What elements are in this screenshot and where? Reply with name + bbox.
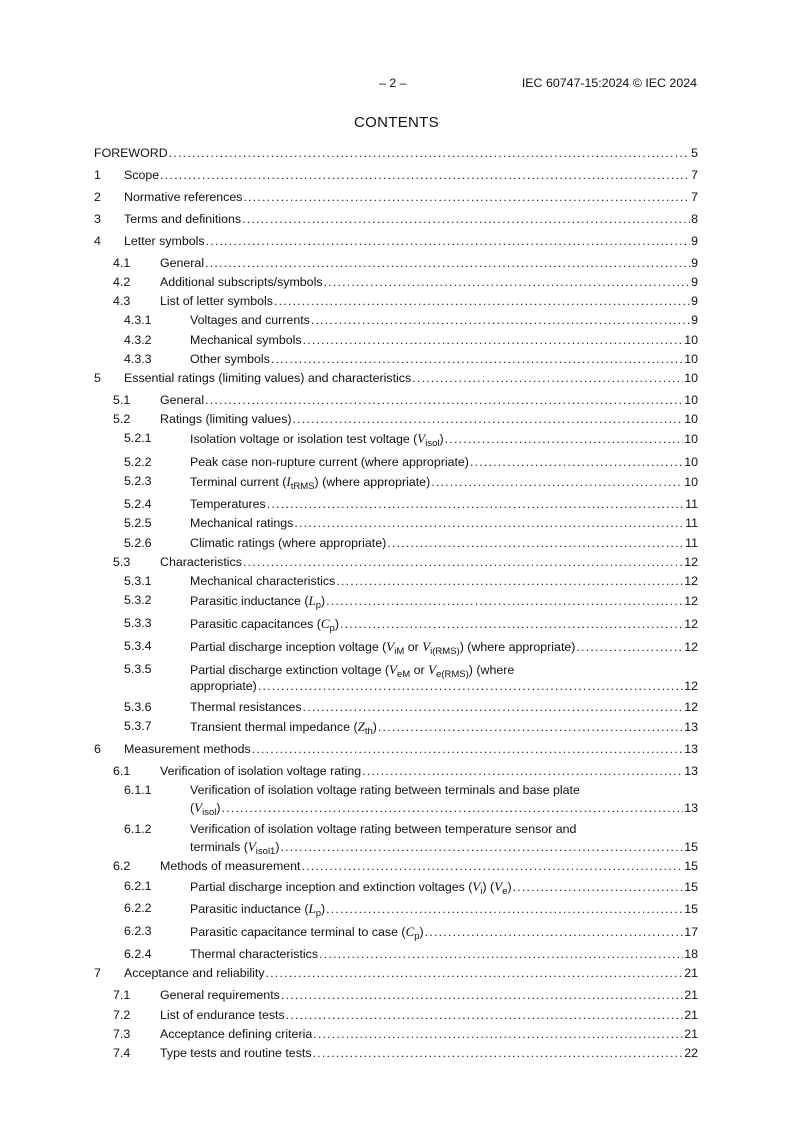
- dot-leader: [205, 256, 690, 271]
- toc-entry-page: 5: [691, 146, 698, 160]
- toc-entry-title: Mechanical characteristics: [190, 574, 336, 588]
- toc-entry-number: 6.2.3: [124, 924, 152, 938]
- toc-entry-number: 4.3: [113, 294, 131, 308]
- toc-entry-title: Measurement methods: [124, 742, 251, 756]
- dot-leader: [169, 146, 690, 161]
- toc-entry-title: Climatic ratings (where appropriate): [190, 536, 387, 550]
- toc-entry-number: 1: [94, 168, 101, 182]
- toc-entry-title: Mechanical symbols: [190, 333, 302, 347]
- toc-entry-title: Thermal characteristics: [190, 947, 319, 961]
- toc-entry-title: FOREWORD: [94, 146, 168, 160]
- toc-entry-number: 6.2: [113, 859, 131, 873]
- toc-entry-title: Normative references: [124, 190, 243, 204]
- toc-entry-title: General: [160, 256, 205, 270]
- toc-entry-page: 12: [684, 640, 698, 654]
- toc-entry-number: 5.3.2: [124, 593, 152, 607]
- dot-leader: [431, 475, 683, 490]
- toc-entry-number: 7.4: [113, 1046, 131, 1060]
- toc-entry-page: 21: [684, 1008, 698, 1022]
- toc-entry-page: 13: [684, 801, 698, 815]
- toc-entry-title: Additional subscripts/symbols: [160, 275, 323, 289]
- dot-leader: [242, 212, 690, 227]
- dot-leader: [294, 516, 684, 531]
- dot-leader: [267, 497, 684, 512]
- toc-entry-number: 6: [94, 742, 101, 756]
- toc-entry-number: 4.2: [113, 275, 131, 289]
- toc-entry-page: 11: [685, 516, 698, 530]
- toc-entry-number: 5.3.3: [124, 616, 152, 630]
- toc-entry-page: 9: [691, 256, 698, 270]
- toc-entry-number: 7.2: [113, 1008, 131, 1022]
- dot-leader: [313, 1027, 683, 1042]
- dot-leader: [274, 294, 690, 309]
- toc-entry-number: 5.3.4: [124, 639, 152, 653]
- toc-entry-page: 11: [685, 497, 698, 511]
- dot-leader: [340, 617, 683, 632]
- toc-entry-page: 12: [684, 700, 698, 714]
- dot-leader: [470, 455, 683, 470]
- toc-entry-title-continued: terminals $(V_{isol1})$: [190, 839, 280, 857]
- toc-entry-number: 5.3.6: [124, 700, 152, 714]
- toc-entry-title: List of letter symbols: [160, 294, 273, 308]
- toc-entry-page: 9: [691, 294, 698, 308]
- toc-entry-page: 9: [691, 275, 698, 289]
- toc-entry-page: 13: [684, 720, 698, 734]
- toc-entry-number: 6.2.4: [124, 947, 152, 961]
- toc-entry-page: 21: [684, 1027, 698, 1041]
- dot-leader: [303, 333, 684, 348]
- toc-entry-title: Voltages and currents: [190, 313, 310, 327]
- toc-entry-page: 12: [684, 679, 698, 693]
- toc-entry-number: 5.3: [113, 555, 131, 569]
- toc-entry-page: 10: [684, 412, 698, 426]
- toc-entry-page: 8: [691, 212, 698, 226]
- toc-entry-number: 3: [94, 212, 101, 226]
- toc-entry-page: 12: [684, 617, 698, 631]
- toc-entry-title: List of endurance tests: [160, 1008, 285, 1022]
- dot-leader: [324, 275, 691, 290]
- toc-entry-number: 5.2.5: [124, 516, 152, 530]
- dot-leader: [243, 190, 690, 205]
- toc-entry-title: Verification of isolation voltage rating between temperature sensor and: [190, 822, 577, 836]
- toc-entry-title: Terms and definitions: [124, 212, 242, 226]
- toc-entry-title: Partial discharge inception and extinction voltages $(V_i)$ $(V_e)$: [190, 879, 512, 897]
- standard-reference: IEC 60747-15:2024 © IEC 2024: [521, 76, 697, 90]
- dot-leader: [271, 352, 683, 367]
- toc-entry-title: Isolation voltage or isolation test voltage $(V_{isol})$: [190, 431, 444, 449]
- toc-entry-title: Temperatures: [190, 497, 266, 511]
- toc-entry-title: Acceptance defining criteria: [160, 1027, 313, 1041]
- dot-leader: [206, 234, 691, 249]
- dot-leader: [243, 555, 683, 570]
- dot-leader: [412, 371, 683, 386]
- dot-leader: [319, 947, 683, 962]
- toc-entry-title: Letter symbols: [124, 234, 205, 248]
- dot-leader: [387, 536, 684, 551]
- dot-leader: [445, 432, 684, 447]
- toc-entry-page: 10: [684, 393, 698, 407]
- toc-entry-page: 10: [684, 352, 698, 366]
- dot-leader: [252, 742, 683, 757]
- toc-entry-page: 13: [684, 742, 698, 756]
- dot-leader: [576, 640, 683, 655]
- toc-entry-title: Verification of isolation voltage rating between terminals and base plate: [190, 783, 580, 797]
- dot-leader: [205, 393, 683, 408]
- toc-entry-page: 10: [684, 432, 698, 446]
- toc-entry-number: 5.2.4: [124, 497, 152, 511]
- toc-entry-title: Characteristics: [160, 555, 242, 569]
- toc-entry-number: 6.1.2: [124, 822, 152, 836]
- toc-entry-page: 11: [685, 536, 698, 550]
- toc-entry-page: 9: [691, 234, 698, 248]
- toc-entry-number: 6.1: [113, 764, 131, 778]
- dot-leader: [266, 966, 684, 981]
- toc-entry-number: 6.2.2: [124, 901, 152, 915]
- dot-leader: [222, 801, 684, 816]
- toc-entry-page: 9: [691, 313, 698, 327]
- toc-entry-number: 5.2.2: [124, 455, 152, 469]
- toc-entry-number: 6.2.1: [124, 879, 152, 893]
- dot-leader: [281, 988, 683, 1003]
- toc-entry-title-continued: appropriate): [190, 679, 257, 693]
- toc-entry-number: 5.3.5: [124, 662, 152, 676]
- toc-entry-title: Transient thermal impedance $(Z_{th})$: [190, 719, 377, 737]
- toc-entry-title: Type tests and routine tests: [160, 1046, 312, 1060]
- dot-leader: [302, 859, 684, 874]
- toc-entry-number: 5: [94, 371, 101, 385]
- toc-entry-number: 4.3.1: [124, 313, 152, 327]
- toc-entry-title: Peak case non-rupture current (where appropriate): [190, 455, 469, 469]
- toc-entry-number: 7: [94, 966, 101, 980]
- toc-entry-title: Terminal current $(I_{tRMS})$ (where appropriate): [190, 474, 431, 492]
- toc-entry-page: 15: [684, 880, 698, 894]
- toc-entry-title: Parasitic capacitances $(C_p)$: [190, 616, 339, 634]
- toc-entry-number: 7.1: [113, 988, 131, 1002]
- toc-entry-title: Verification of isolation voltage rating: [160, 764, 362, 778]
- toc-entry-title: Acceptance and reliability: [124, 966, 265, 980]
- toc-entry-page: 21: [684, 966, 698, 980]
- dot-leader: [336, 574, 683, 589]
- toc-entry-number: 5.2: [113, 412, 131, 426]
- toc-entry-page: 18: [684, 947, 698, 961]
- toc-entry-title: Mechanical ratings: [190, 516, 294, 530]
- dot-leader: [313, 1046, 684, 1061]
- toc-entry-number: 6.1.1: [124, 783, 152, 797]
- dot-leader: [293, 412, 684, 427]
- dot-leader: [311, 313, 690, 328]
- toc-entry-page: 22: [684, 1046, 698, 1060]
- toc-entry-number: 4.3.3: [124, 352, 152, 366]
- dot-leader: [378, 720, 683, 735]
- toc-entry-number: 7.3: [113, 1027, 131, 1041]
- dot-leader: [425, 925, 684, 940]
- toc-entry-page: 12: [684, 594, 698, 608]
- toc-entry-page: 15: [684, 859, 698, 873]
- toc-entry-number: 2: [94, 190, 101, 204]
- dot-leader: [326, 902, 683, 917]
- toc-entry-page: 21: [684, 988, 698, 1002]
- toc-entry-page: 12: [684, 555, 698, 569]
- page-number: – 2 –: [379, 76, 407, 90]
- toc-entry-number: 4: [94, 234, 101, 248]
- dot-leader: [303, 700, 684, 715]
- toc-entry-title: Ratings (limiting values): [160, 412, 292, 426]
- toc-entry-title: Methods of measurement: [160, 859, 301, 873]
- toc-entry-page: 12: [684, 574, 698, 588]
- toc-entry-page: 13: [684, 764, 698, 778]
- toc-entry-page: 10: [684, 333, 698, 347]
- toc-entry-title: Essential ratings (limiting values) and characteristics: [124, 371, 412, 385]
- contents-title: CONTENTS: [354, 114, 439, 131]
- toc-entry-title: Other symbols: [190, 352, 270, 366]
- toc-entry-number: 5.2.3: [124, 474, 152, 488]
- toc-entry-page: 7: [691, 168, 698, 182]
- toc-entry-title: Parasitic capacitance terminal to case $(C_p)$: [190, 924, 424, 942]
- toc-entry-page: 10: [684, 475, 698, 489]
- dot-leader: [513, 880, 684, 895]
- dot-leader: [258, 679, 683, 694]
- toc-entry-number: 4.3.2: [124, 333, 152, 347]
- toc-entry-number: 5.3.7: [124, 719, 152, 733]
- toc-entry-number: 5.1: [113, 393, 131, 407]
- toc-entry-number: 5.3.1: [124, 574, 152, 588]
- toc-entry-page: 7: [691, 190, 698, 204]
- dot-leader: [280, 840, 683, 855]
- toc-entry-number: 5.2.6: [124, 536, 152, 550]
- toc-entry-page: 10: [684, 455, 698, 469]
- toc-entry-number: 5.2.1: [124, 431, 152, 445]
- toc-entry-title: Parasitic inductance $(L_p)$: [190, 593, 326, 611]
- toc-entry-title: General requirements: [160, 988, 280, 1002]
- toc-entry-page: 15: [684, 902, 698, 916]
- toc-entry-title-continued: $(V_{isol})$: [190, 800, 221, 818]
- toc-entry-title: Parasitic inductance $(L_p)$: [190, 901, 326, 919]
- toc-entry-title: Thermal resistances: [190, 700, 302, 714]
- toc-entry-title: Partial discharge extinction voltage ($V_{eM}$ or $V_{e(RMS)}$) (where: [190, 662, 515, 680]
- dot-leader: [362, 764, 683, 779]
- toc-entry-title: General: [160, 393, 205, 407]
- toc-entry-page: 17: [684, 925, 698, 939]
- dot-leader: [160, 168, 690, 183]
- toc-entry-page: 15: [684, 840, 698, 854]
- toc-entry-page: 10: [684, 371, 698, 385]
- toc-entry-title: Scope: [124, 168, 160, 182]
- dot-leader: [286, 1008, 684, 1023]
- dot-leader: [326, 594, 683, 609]
- toc-entry-title: Partial discharge inception voltage ($V_{iM}$ or $V_{i(RMS)}$) (where appropriate): [190, 639, 576, 657]
- toc-entry-number: 4.1: [113, 256, 131, 270]
